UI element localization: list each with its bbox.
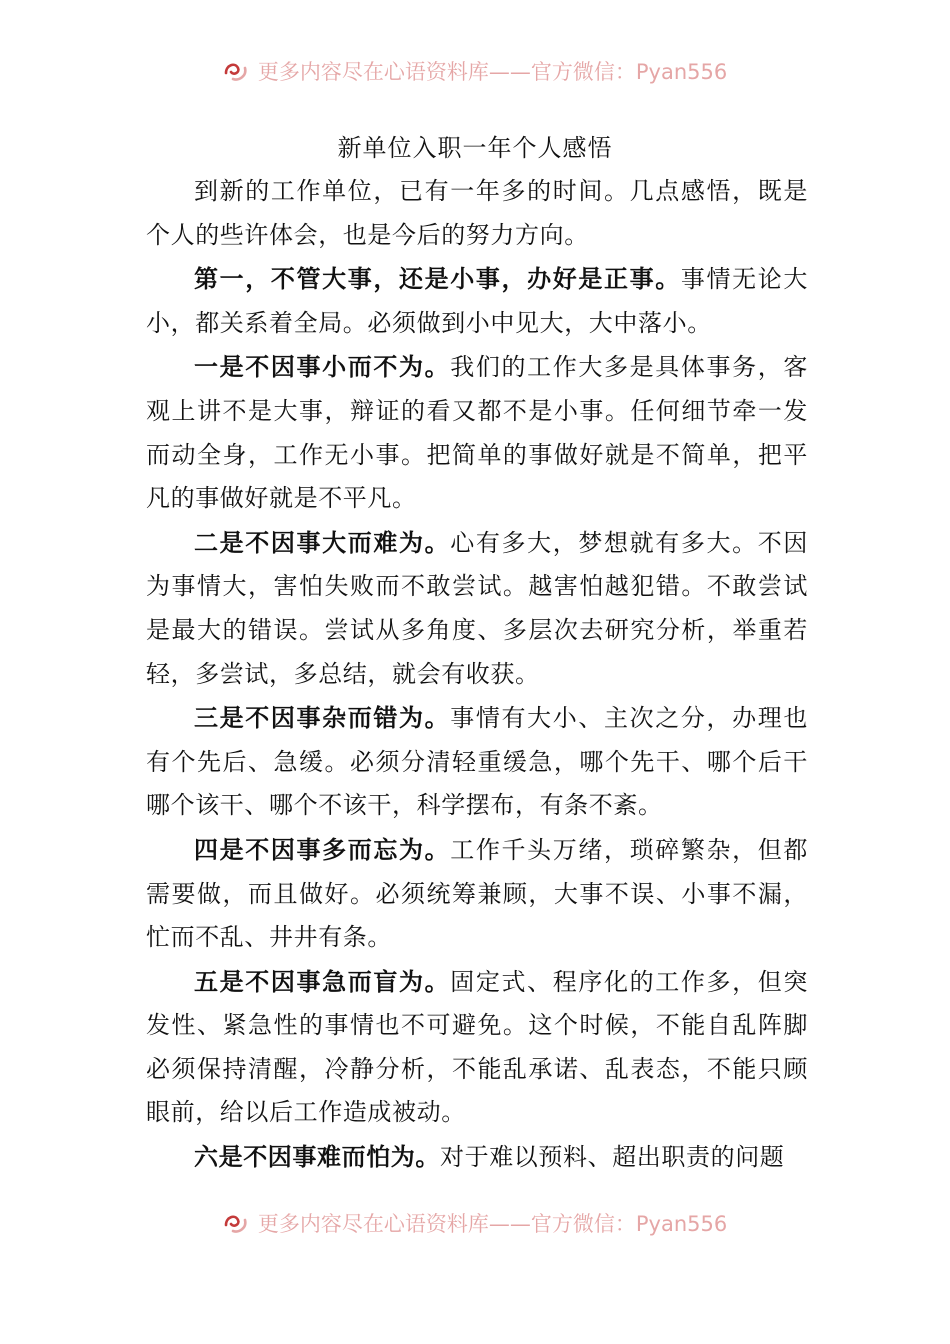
paragraph-heading: 第一，不管大事，还是小事，办好是正事。 — [194, 264, 681, 294]
paragraph-text: 到新的工作单位，已有一年多的时间。几点感悟，既是个人的些许体会，也是今后的努力方向。 — [146, 177, 808, 249]
footer-watermark — [0, 1208, 950, 1238]
header-watermark — [0, 56, 950, 86]
paragraph-heading: 二是不因事大而难为。 — [194, 527, 451, 557]
paragraph-point-1 — [146, 345, 808, 520]
paragraph-heading: 一是不因事小而不为。 — [194, 352, 451, 382]
document-title: 新单位入职一年个人感悟 — [337, 134, 613, 162]
document-body — [146, 170, 808, 1180]
paragraph-point-6 — [146, 1135, 808, 1180]
logo-icon — [223, 59, 249, 83]
paragraph-text: 对于难以预料、超出职责的问题 — [440, 1143, 785, 1172]
paragraph-heading: 四是不因事多而忘为。 — [194, 834, 451, 864]
paragraph-heading: 五是不因事急而盲为。 — [194, 966, 451, 996]
paragraph-text: 固定式、程序化的工作多，但突发性、紧急性的事情也不可避免。这个时候，不能自乱阵脚必须保持清醒，冷静分析，不能乱承诺、乱表态，不能只顾眼前，给以后工作造成被动。 — [146, 967, 809, 1127]
header-watermark-text: 更多内容尽在心语资料库——官方微信：Pyan556 — [257, 60, 728, 84]
paragraph-intro — [146, 170, 808, 257]
paragraph-point-4 — [146, 828, 808, 960]
logo-icon — [223, 1211, 249, 1235]
paragraph-text: 事情无论大小，都关系着全局。必须做到小中见大，大中落小。 — [146, 265, 808, 337]
paragraph-text: 心有多大，梦想就有多大。不因为事情大，害怕失败而不敢尝试。越害怕越犯错。不敢尝试是最大的错误。尝试从多角度、多层次去研究分析，举重若轻，多尝试，多总结，就会有收获。 — [146, 528, 809, 688]
paragraph-text: 事情有大小、主次之分，办理也有个先后、急缓。必须分清轻重缓急，哪个先干、哪个后干哪个该干、哪个不该干，科学摆布，有条不紊。 — [146, 704, 809, 820]
paragraph-first — [146, 257, 808, 345]
paragraph-point-5 — [146, 960, 808, 1135]
paragraph-point-2 — [146, 521, 808, 696]
paragraph-heading: 六是不因事难而怕为。 — [194, 1142, 440, 1172]
paragraph-heading: 三是不因事杂而错为。 — [194, 703, 451, 733]
paragraph-text: 我们的工作大多是具体事务，客观上讲不是大事，辩证的看又都不是小事。任何细节牵一发而动全身，工作无小事。把简单的事做好就是不简单，把平凡的事做好就是不平凡。 — [146, 353, 809, 513]
paragraph-point-3 — [146, 696, 808, 828]
footer-watermark-text: 更多内容尽在心语资料库——官方微信：Pyan556 — [257, 1212, 728, 1236]
paragraph-text: 工作千头万绪，琐碎繁杂，但都需要做，而且做好。必须统筹兼顾，大事不误、小事不漏，忙而不乱、井井有条。 — [146, 835, 809, 952]
